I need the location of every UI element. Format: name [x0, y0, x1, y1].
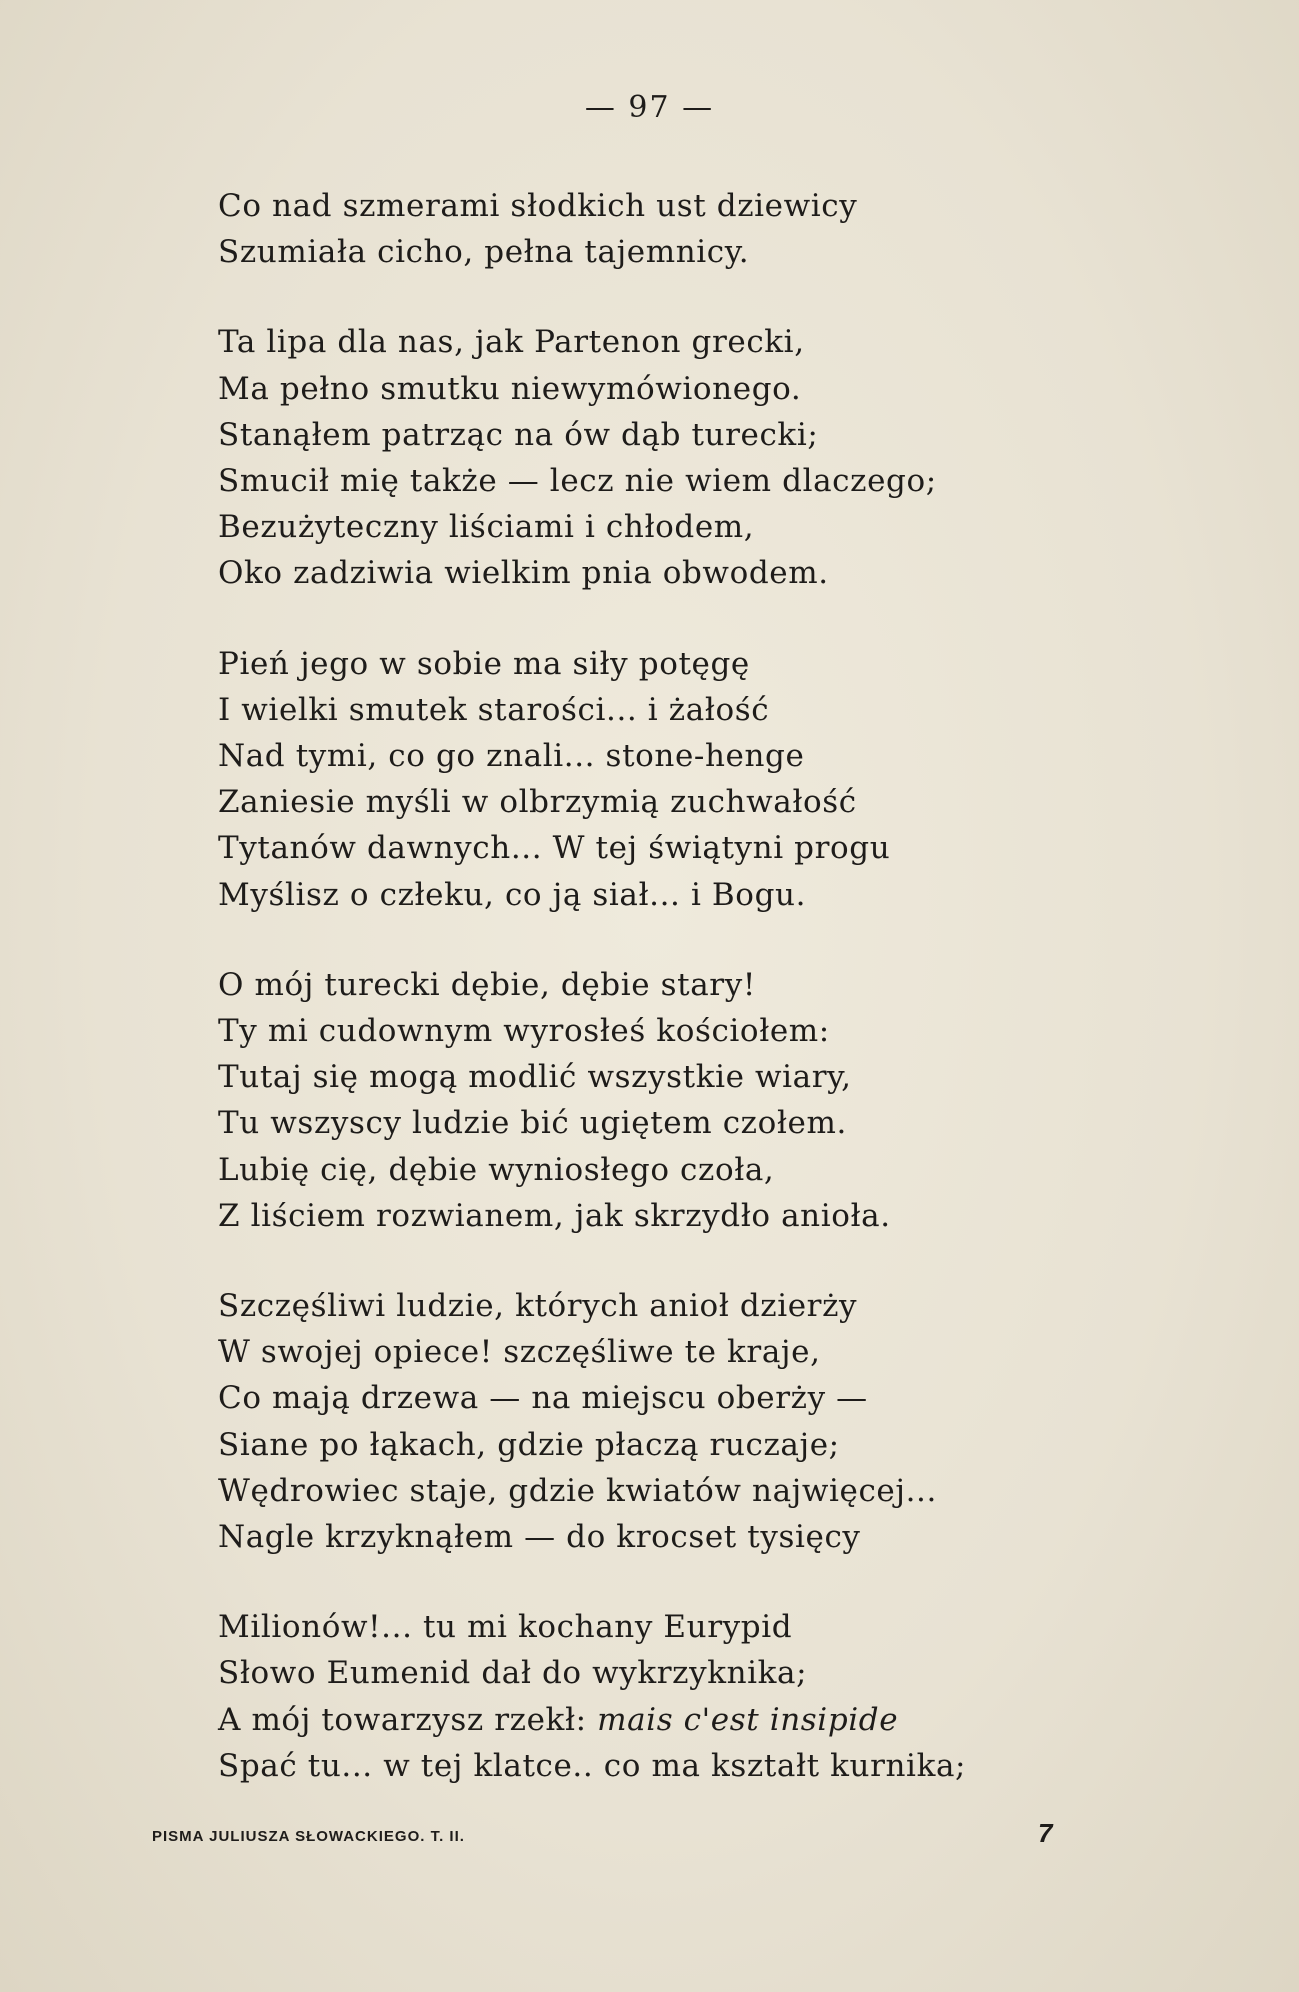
- poem-line: Bezużyteczny liściami i chłodem,: [218, 509, 755, 546]
- poem-line: Tytanów dawnych... W tej świątyni progu: [218, 830, 891, 867]
- stanza-4: [218, 962, 1118, 1239]
- poem-line: Ta lipa dla nas, jak Partenon grecki,: [218, 324, 805, 361]
- poem-line: Lubię cię, dębie wyniosłego czoła,: [218, 1151, 775, 1188]
- poem-line-with-french: [218, 1697, 1118, 1743]
- poem-line: Myślisz o człeku, co ją siał... i Bogu.: [218, 876, 807, 913]
- poem-line: Z liściem rozwianem, jak skrzydło anioła.: [218, 1197, 891, 1234]
- poem-line: Co mają drzewa — na miejscu oberży —: [218, 1380, 868, 1417]
- poem-line: Ty mi cudownym wyrosłeś kościołem:: [218, 1013, 830, 1050]
- stanza-2: [218, 319, 1118, 596]
- stanza-5: [218, 1283, 1118, 1560]
- page-number: — 97 —: [584, 90, 715, 125]
- poem-line: Spać tu... w tej klatce.. co ma kształt kurnika;: [218, 1747, 967, 1784]
- poem-line: W swojej opiece! szczęśliwe te kraje,: [218, 1334, 821, 1371]
- poem-line: Pień jego w sobie ma siły potęgę: [218, 645, 750, 682]
- printer-signature: PISMA JULIUSZA SŁOWACKIEGO. T. II.: [152, 1828, 465, 1845]
- poem: [218, 183, 1118, 1833]
- poem-line: Zaniesie myśli w olbrzymią zuchwałość: [218, 784, 857, 821]
- poem-line: O mój turecki dębie, dębie stary!: [218, 966, 756, 1003]
- poem-line: Nagle krzyknąłem — do krocset tysięcy: [218, 1519, 861, 1556]
- poem-line: Nad tymi, co go znali... stone-henge: [218, 738, 805, 775]
- stanza-3: [218, 641, 1118, 918]
- poem-line: Tutaj się mogą modlić wszystkie wiary,: [218, 1059, 852, 1096]
- poem-line: Oko zadziwia wielkim pnia obwodem.: [218, 555, 829, 592]
- poem-line: Słowo Eumenid dał do wykrzyknika;: [218, 1655, 808, 1692]
- stanza-1: [218, 183, 1118, 275]
- poem-line: Tu wszyscy ludzie bić ugiętem czołem.: [218, 1105, 847, 1142]
- poem-line: Co nad szmerami słodkich ust dziewicy: [218, 188, 858, 224]
- poem-text: A mój towarzysz rzekł:: [218, 1701, 598, 1738]
- poem-line: Siane po łąkach, gdzie płaczą ruczaje;: [218, 1426, 840, 1463]
- sheet-number: 7: [1038, 1818, 1053, 1848]
- poem-line: I wielki smutek starości... i żałość: [218, 691, 770, 728]
- french-quote: mais c'est insipide: [597, 1701, 899, 1738]
- poem-line: Ma pełno smutku niewymówionego.: [218, 370, 802, 407]
- poem-line: Smucił mię także — lecz nie wiem dlaczego;: [218, 463, 937, 500]
- stanza-6: [218, 1604, 1118, 1789]
- poem-line: Wędrowiec staje, gdzie kwiatów najwięcej...: [218, 1472, 937, 1509]
- poem-line: Szczęśliwi ludzie, których anioł dzierży: [218, 1288, 858, 1325]
- poem-line: Stanąłem patrząc na ów dąb turecki;: [218, 416, 819, 453]
- poem-line: Szumiała cicho, pełna tajemnicy.: [218, 234, 750, 271]
- poem-line: Milionów!... tu mi kochany Eurypid: [218, 1609, 793, 1646]
